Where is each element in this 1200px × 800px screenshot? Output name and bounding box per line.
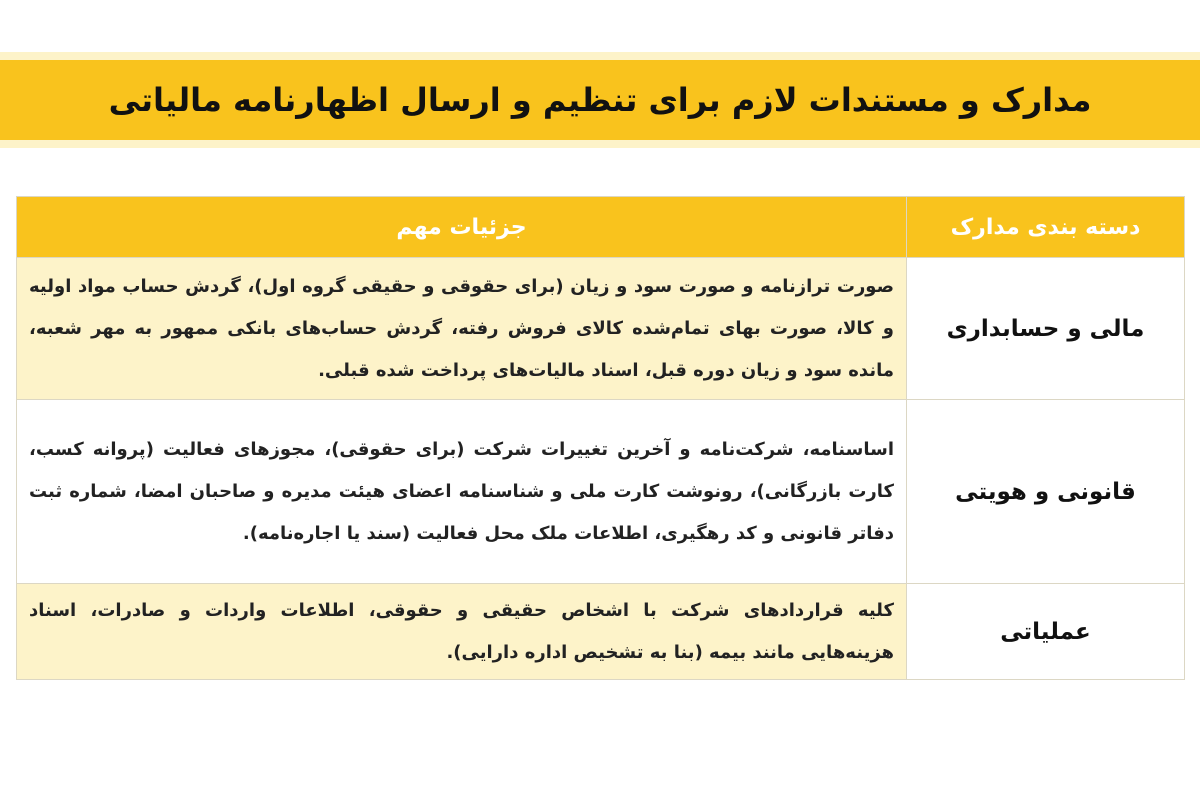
header-category: دسته بندی مدارک xyxy=(907,197,1185,258)
row-category-financial: مالی و حسابداری xyxy=(907,258,1185,400)
row-details-legal: اساسنامه، شرکت‌نامه و آخرین تغییرات شرکت (برای حقوقی)، مجوزهای فعالیت (پروانه کسب، کارت بازرگانی)، رونوشت کارت ملی و شناسنامه اعضای هیئت مدیره و صاحبان امضا، شماره ثبت دفاتر قانونی و کد رهگیری، اطلاعات ملک محل فعالیت (سند یا اجاره‌نامه). xyxy=(17,400,907,584)
row-category-legal: قانونی و هویتی xyxy=(907,400,1185,584)
table-row xyxy=(17,584,1185,680)
row-details-financial: صورت ترازنامه و صورت سود و زیان (برای حقوقی و حقیقی گروه اول)، گردش حساب مواد اولیه و کالا، صورت بهای تمام‌شده کالای فروش رفته، گردش حساب‌های بانکی ممهور به مهر شعبه، مانده سود و زیان دوره قبل، اسناد مالیات‌های پرداخت شده قبلی. xyxy=(17,258,907,400)
table-row xyxy=(17,258,1185,400)
header-details: جزئیات مهم xyxy=(17,197,907,258)
page-title: مدارک و مستندات لازم برای تنظیم و ارسال اظهارنامه مالیاتی xyxy=(108,81,1092,119)
title-bar xyxy=(0,60,1200,140)
documents-table xyxy=(16,196,1185,680)
title-banner xyxy=(0,52,1200,148)
table-row xyxy=(17,400,1185,584)
table-header-row xyxy=(17,197,1185,258)
row-category-operational: عملیاتی xyxy=(907,584,1185,680)
row-details-operational: کلیه قراردادهای شرکت با اشخاص حقیقی و حقوقی، اطلاعات واردات و صادرات، اسناد هزینه‌هایی مانند بیمه (بنا به تشخیص اداره دارایی). xyxy=(17,584,907,680)
